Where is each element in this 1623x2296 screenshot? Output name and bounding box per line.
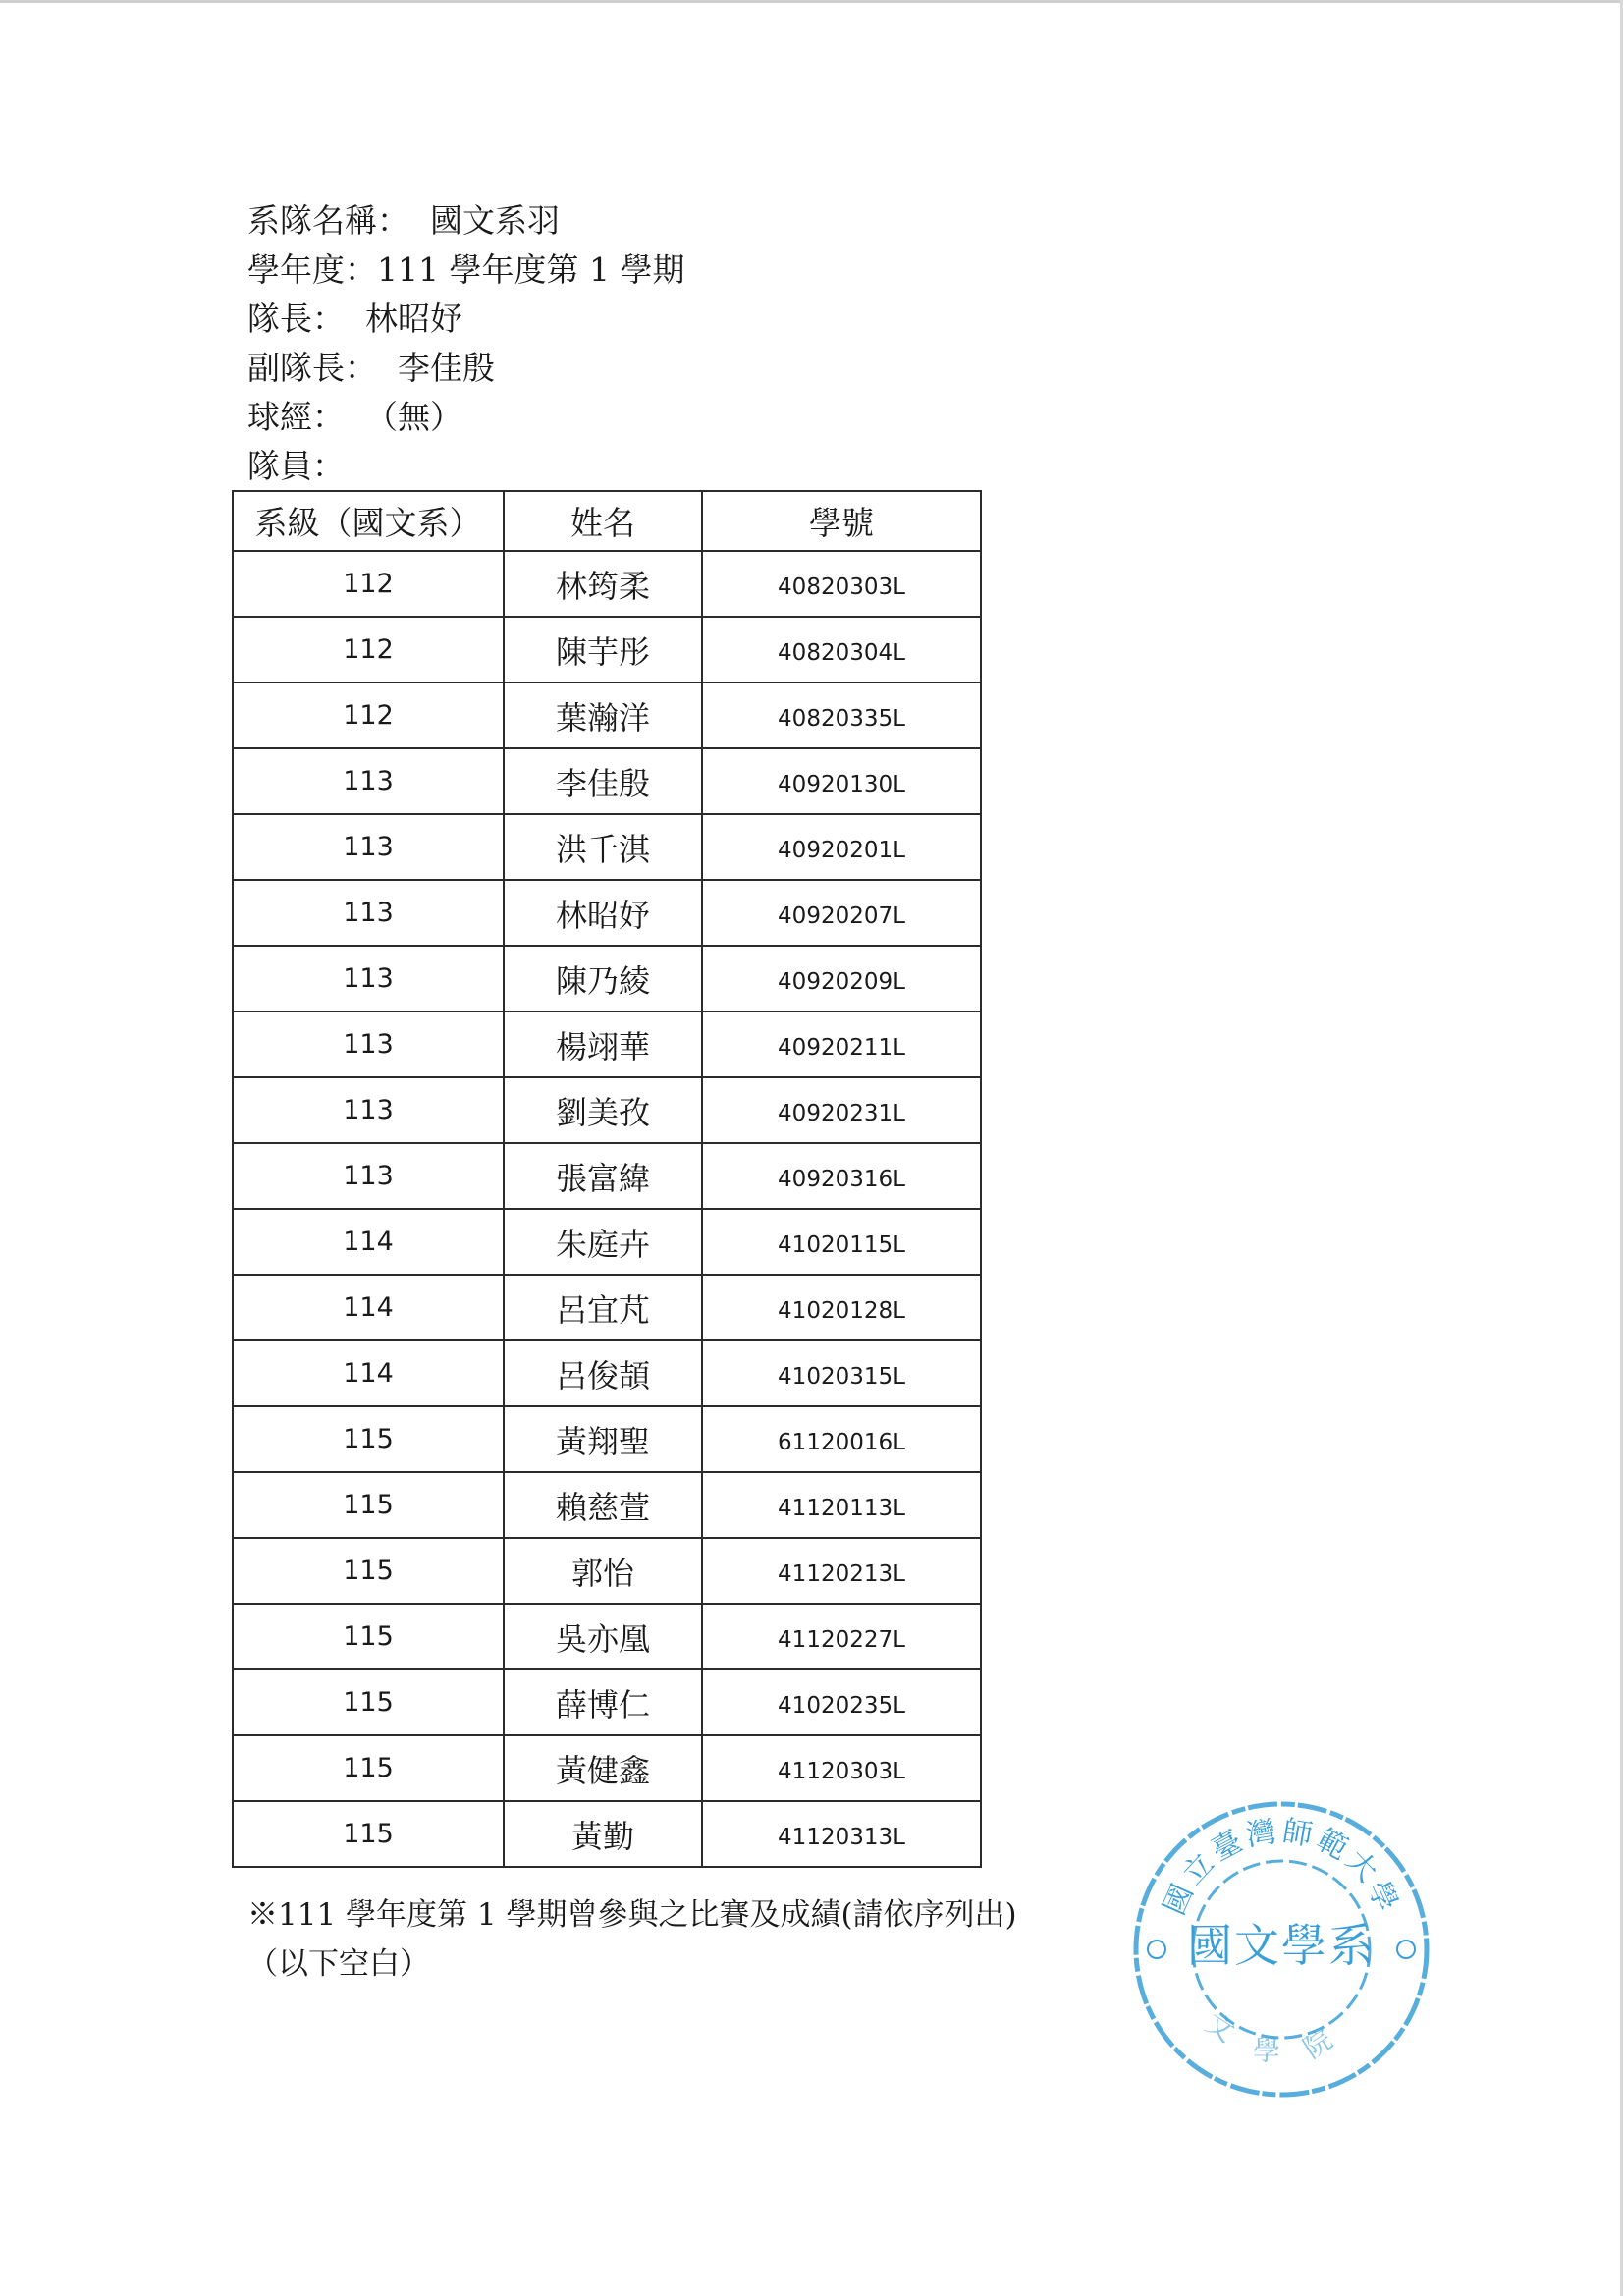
table-row	[233, 683, 981, 748]
cell-student-id: 41020115L	[702, 1209, 981, 1275]
table-row	[233, 551, 981, 617]
cell-student-id: 40920207L	[702, 880, 981, 946]
table-row	[233, 1669, 981, 1735]
seal-bottom-text: 文學院	[1200, 2006, 1363, 2067]
column-header-student-id: 學號	[702, 491, 981, 551]
cell-grade: 114	[233, 1275, 504, 1340]
cell-student-id: 41020315L	[702, 1340, 981, 1406]
cell-name: 呂俊頡	[504, 1340, 702, 1406]
team-name-line: 系隊名稱： 國文系羽	[247, 201, 560, 240]
table-row	[233, 946, 981, 1011]
footer-block	[247, 1890, 1017, 1989]
cell-grade: 113	[233, 1143, 504, 1209]
blank-note: （以下空白）	[247, 1946, 430, 1982]
academic-term-line: 學年度：111 學年度第 1 學期	[247, 250, 685, 289]
cell-grade: 115	[233, 1472, 504, 1538]
cell-name: 薛博仁	[504, 1669, 702, 1735]
table-row	[233, 1340, 981, 1406]
cell-grade: 114	[233, 1340, 504, 1406]
table-row	[233, 814, 981, 880]
cell-grade: 115	[233, 1604, 504, 1669]
cell-student-id: 41120213L	[702, 1538, 981, 1604]
cell-grade: 113	[233, 880, 504, 946]
cell-name: 林筠柔	[504, 551, 702, 617]
cell-grade: 113	[233, 814, 504, 880]
table-row	[233, 880, 981, 946]
page-edge-top	[0, 0, 1623, 3]
cell-name: 郭怡	[504, 1538, 702, 1604]
competition-note: ※111 學年度第 1 學期曾參與之比賽及成績(請依序列出)	[247, 1897, 1017, 1933]
manager-line: 球經： （無）	[247, 398, 462, 436]
cell-grade: 115	[233, 1801, 504, 1867]
seal-outer-text: 國立臺灣師範大學	[1157, 1814, 1406, 1921]
seal-inner-text: 國文學系	[1187, 1919, 1376, 1972]
table-header-row	[233, 491, 981, 551]
cell-student-id: 40820304L	[702, 617, 981, 683]
cell-student-id: 40920316L	[702, 1143, 981, 1209]
table-row	[233, 1011, 981, 1077]
cell-student-id: 61120016L	[702, 1406, 981, 1472]
table-row	[233, 1209, 981, 1275]
column-header-grade: 系級（國文系）	[233, 491, 504, 551]
cell-name: 陳乃綾	[504, 946, 702, 1011]
cell-student-id: 40920211L	[702, 1011, 981, 1077]
cell-student-id: 40920209L	[702, 946, 981, 1011]
cell-name: 朱庭卉	[504, 1209, 702, 1275]
cell-name: 李佳殷	[504, 748, 702, 814]
cell-grade: 113	[233, 1011, 504, 1077]
cell-student-id: 40820335L	[702, 683, 981, 748]
department-seal	[1129, 1792, 1434, 2106]
cell-grade: 115	[233, 1735, 504, 1801]
cell-grade: 112	[233, 683, 504, 748]
cell-name: 呂宜芃	[504, 1275, 702, 1340]
table-row	[233, 1604, 981, 1669]
cell-student-id: 40920130L	[702, 748, 981, 814]
cell-student-id: 40820303L	[702, 551, 981, 617]
table-row	[233, 1275, 981, 1340]
cell-name: 林昭妤	[504, 880, 702, 946]
cell-name: 楊翊華	[504, 1011, 702, 1077]
roster-body	[233, 551, 981, 1867]
table-row	[233, 1406, 981, 1472]
cell-grade: 115	[233, 1406, 504, 1472]
table-row	[233, 1143, 981, 1209]
cell-grade: 113	[233, 1077, 504, 1143]
cell-grade: 115	[233, 1669, 504, 1735]
members-label: 隊員：	[247, 447, 345, 485]
cell-student-id: 41120227L	[702, 1604, 981, 1669]
cell-name: 黃健鑫	[504, 1735, 702, 1801]
cell-name: 洪千淇	[504, 814, 702, 880]
cell-student-id: 41120113L	[702, 1472, 981, 1538]
cell-name: 黃翔聖	[504, 1406, 702, 1472]
table-row	[233, 1801, 981, 1867]
cell-grade: 114	[233, 1209, 504, 1275]
cell-grade: 112	[233, 551, 504, 617]
cell-grade: 113	[233, 946, 504, 1011]
table-row	[233, 617, 981, 683]
cell-student-id: 41120303L	[702, 1735, 981, 1801]
column-header-name: 姓名	[504, 491, 702, 551]
table-row	[233, 1538, 981, 1604]
table-row	[233, 1472, 981, 1538]
cell-name: 黃勤	[504, 1801, 702, 1867]
cell-name: 陳芋彤	[504, 617, 702, 683]
cell-grade: 113	[233, 748, 504, 814]
cell-student-id: 41020128L	[702, 1275, 981, 1340]
table-row	[233, 748, 981, 814]
cell-name: 張富緯	[504, 1143, 702, 1209]
table-row	[233, 1735, 981, 1801]
cell-student-id: 40920231L	[702, 1077, 981, 1143]
cell-student-id: 41120313L	[702, 1801, 981, 1867]
cell-student-id: 41020235L	[702, 1669, 981, 1735]
cell-grade: 112	[233, 617, 504, 683]
cell-name: 吳亦凰	[504, 1604, 702, 1669]
cell-name: 劉美孜	[504, 1077, 702, 1143]
cell-name: 賴慈萱	[504, 1472, 702, 1538]
cell-name: 葉瀚洋	[504, 683, 702, 748]
cell-student-id: 40920201L	[702, 814, 981, 880]
cell-grade: 115	[233, 1538, 504, 1604]
captain-line: 隊長： 林昭妤	[247, 300, 462, 338]
header-block	[247, 196, 684, 491]
roster-table	[232, 490, 982, 1868]
vice-captain-line: 副隊長： 李佳殷	[247, 349, 495, 387]
table-row	[233, 1077, 981, 1143]
